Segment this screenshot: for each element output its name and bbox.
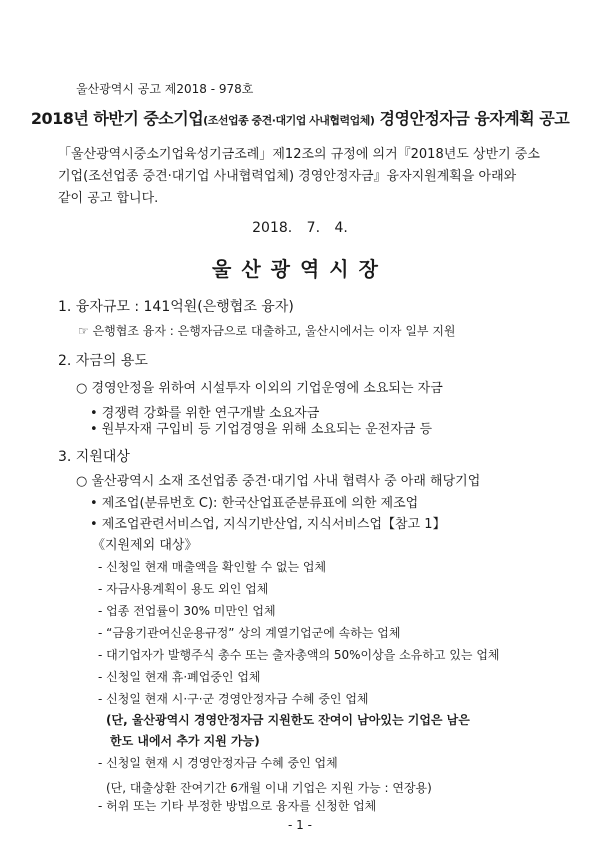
exclusion-item: - 신청일 현재 시 경영안정자금 수혜 중인 업체 (98, 756, 338, 770)
title-part-2: 경영안정자금 융자계획 공고 (374, 109, 570, 128)
section-2-bullet: • 경쟁력 강화를 위한 연구개발 소요자금 (90, 406, 320, 421)
document-title (0, 106, 600, 129)
section-1-heading: 1. 융자규모 : 141억원(은행협조 융자) (58, 299, 294, 315)
section-2-heading: 2. 자금의 용도 (58, 353, 148, 369)
exclusion-item: - 허위 또는 기타 부정한 방법으로 융자를 신청한 업체 (98, 799, 377, 813)
page-number: - 1 - (288, 818, 312, 832)
exclusion-item: - “금융기관여신운용규정” 상의 계열기업군에 속하는 업체 (98, 626, 401, 640)
exclusion-note: 한도 내에서 추가 지원 가능) (110, 734, 260, 748)
exclusion-item: - 신청일 현재 시·구·군 경영안정자금 수혜 중인 업체 (98, 692, 369, 706)
exclusion-heading: 《지원제외 대상》 (92, 538, 198, 553)
intro-line: 기업(조선업종 중견·대기업 사내협력업체) 경영안정자금』융자지원계획을 아래와 (58, 169, 517, 184)
section-3-bullet: • 제조업관련서비스업, 지식기반산업, 지식서비스업【참고 1】 (90, 517, 446, 532)
notice-date: 2018. 7. 4. (252, 220, 348, 236)
section-3-item: ○ 울산광역시 소재 조선업종 중견·대기업 사내 협력사 중 아래 해당기업 (76, 474, 481, 489)
exclusion-item: - 업종 전업률이 30% 미만인 업체 (98, 604, 276, 618)
exclusion-note: (단, 대출상환 잔여기간 6개월 이내 기업은 지원 가능 : 연장용) (106, 781, 432, 795)
section-3-heading: 3. 지원대상 (58, 449, 130, 465)
section-2-item: ○ 경영안정을 위하여 시설투자 이외의 기업운영에 소요되는 자금 (76, 381, 443, 396)
intro-paragraph (58, 144, 568, 210)
exclusion-item: - 자금사용계획이 용도 외인 업체 (98, 582, 269, 596)
section-2-bullet: • 원부자재 구입비 등 기업경영을 위해 소요되는 운전자금 등 (90, 422, 433, 437)
issuer-name: 울산광역시장 (212, 257, 388, 281)
exclusion-item: - 신청일 현재 휴·폐업중인 업체 (98, 670, 261, 684)
title-part-1: 2018년 하반기 중소기업 (30, 109, 204, 128)
notice-number: 울산광역시 공고 제2018 - 978호 (76, 82, 254, 96)
section-3-bullet: • 제조업(분류번호 C): 한국산업표준분류표에 의한 제조업 (90, 496, 419, 511)
intro-line: 「울산광역시중소기업육성기금조례」제12조의 규정에 의거『2018년도 상반기 중소 (58, 147, 540, 162)
exclusion-note: (단, 울산광역시 경영안정자금 지원한도 잔여이 남아있는 기업은 남은 (106, 713, 470, 727)
exclusion-item: - 신청일 현재 매출액을 확인할 수 없는 업체 (98, 560, 327, 574)
exclusion-item: - 대기업자가 발행주식 총수 또는 출자총액의 50%이상을 소유하고 있는 업체 (98, 648, 500, 662)
title-subtitle: (조선업종 중견·대기업 사내협력업체) (203, 114, 375, 127)
section-1-note: ☞ 은행협조 융자 : 은행자금으로 대출하고, 울산시에서는 이자 일부 지원 (78, 324, 456, 338)
intro-line: 같이 공고 합니다. (58, 191, 159, 206)
